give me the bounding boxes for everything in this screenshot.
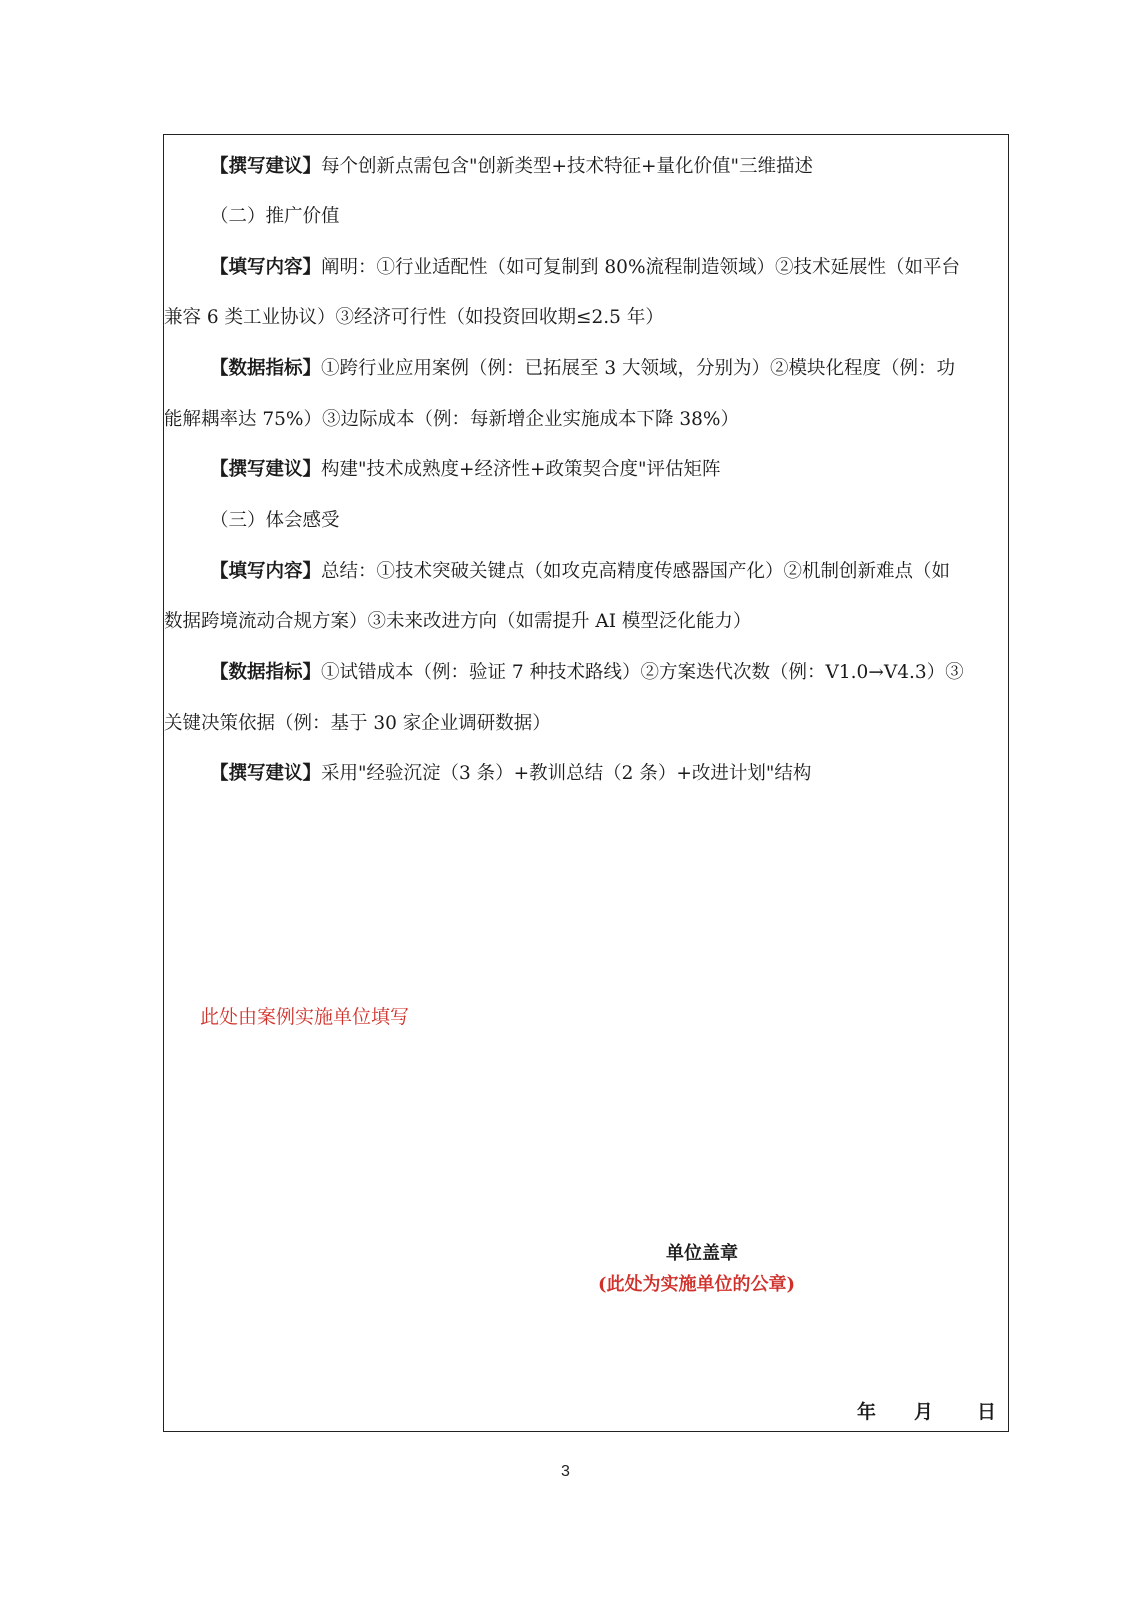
paragraph-text: 构建"技术成熟度+经济性+政策契合度"评估矩阵: [321, 459, 721, 480]
date-day: 日: [977, 1401, 997, 1423]
fill-note: 此处由案例实施单位填写: [200, 1006, 410, 1028]
form-frame: [163, 134, 1009, 1432]
paragraph-continuation: 数据跨境流动合规方案）③未来改进方向（如需提升 AI 模型泛化能力）: [164, 611, 752, 632]
section-heading-promotion: [164, 205, 998, 229]
paragraph-continuation: 关键决策依据（例：基于 30 家企业调研数据）: [164, 713, 551, 734]
tag-label: 【撰写建议】: [210, 459, 322, 480]
paragraph-text: ①试错成本（例：验证 7 种技术路线）②方案迭代次数（例：V1.0→V4.3）③: [321, 662, 964, 683]
data-indicator-experience: [164, 661, 998, 685]
writing-suggestion-3: [164, 762, 998, 786]
paragraph-text: 每个创新点需包含"创新类型+技术特征+量化价值"三维描述: [321, 156, 814, 177]
paragraph-continuation: 能解耦率达 75%）③边际成本（例：每新增企业实施成本下降 38%）: [164, 409, 740, 430]
paragraph-text: 阐明：①行业适配性（如可复制到 80%流程制造领域）②技术延展性（如平台: [321, 257, 961, 278]
tag-label: 【数据指标】: [210, 358, 322, 379]
writing-suggestion-1: [164, 155, 998, 179]
seal-title: 单位盖章: [666, 1243, 738, 1264]
tag-label: 【撰写建议】: [210, 156, 322, 177]
date-month: 月: [914, 1401, 934, 1423]
writing-suggestion-2: [164, 458, 998, 482]
date-year: 年: [857, 1401, 877, 1423]
paragraph-text: ①跨行业应用案例（例：已拓展至 3 大领域，分别为）②模块化程度（例：功: [321, 358, 956, 379]
tag-label: 【填写内容】: [210, 257, 322, 278]
paragraph-text: 总结：①技术突破关键点（如攻克高精度传感器国产化）②机制创新难点（如: [321, 561, 951, 582]
paragraph-continuation: 兼容 6 类工业协议）③经济可行性（如投资回收期≤2.5 年）: [164, 307, 664, 328]
section-heading: （三）体会感受: [210, 510, 340, 531]
tag-label: 【撰写建议】: [210, 763, 322, 784]
tag-label: 【数据指标】: [210, 662, 322, 683]
seal-note: (此处为实施单位的公章): [598, 1274, 796, 1295]
page-number: 3: [561, 1463, 570, 1480]
section-heading: （二）推广价值: [210, 206, 340, 227]
tag-label: 【填写内容】: [210, 561, 322, 582]
paragraph-text: 采用"经验沉淀（3 条）+教训总结（2 条）+改进计划"结构: [321, 763, 812, 784]
data-indicator-promotion: [164, 357, 998, 381]
fill-content-promotion: [164, 256, 998, 280]
fill-content-experience: [164, 560, 998, 584]
section-heading-experience: [164, 509, 998, 533]
